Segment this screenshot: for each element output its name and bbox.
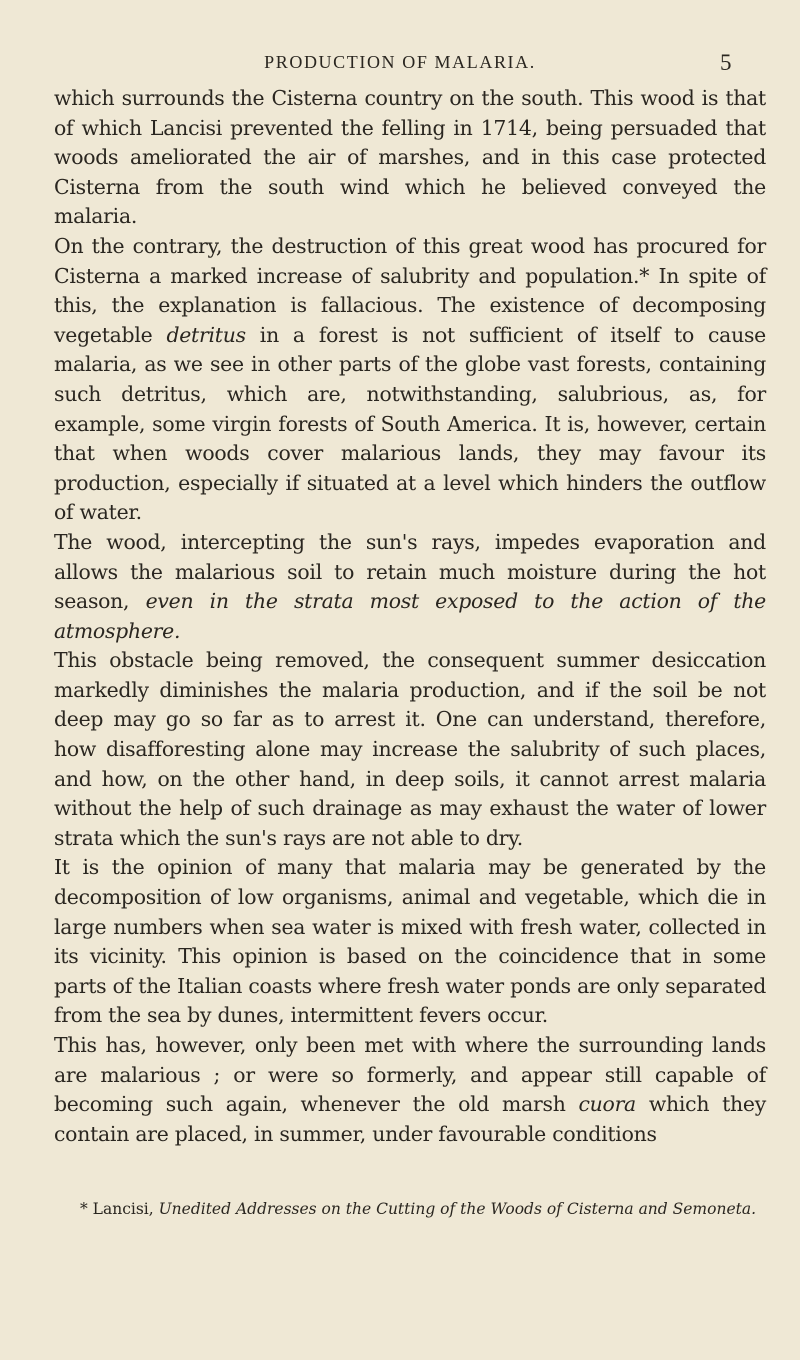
footnote [54,1199,766,1220]
paragraph [54,84,766,232]
text-run: which surrounds the Cisterna country on the south. This wood is that of which Lancisi prevented the felling in 1714, being persuaded that woods ameliorated the air of marshes, and in this case protected Cisterna from the south wind which he believed conveyed the malaria. [54,86,766,229]
paragraph [54,646,766,853]
text-run: The wood, intercepting the sun's rays, impedes evaporation and allows the malarious soil to retain much moisture during the hot season, [54,529,766,614]
paragraph [54,232,766,528]
running-head: PRODUCTION OF MALARIA. [264,52,536,72]
text-run: It is the opinion of many that malaria may be generated by the decomposition of low organisms, animal and vegetable, which die in large numbers when sea water is mixed with fresh water, collected in its vicinity. This opinion is based on the coincidence that in some parts of the Italian coasts where fresh water ponds are only separated from the sea by dunes, intermittent fevers occur. [54,855,766,1028]
italic-run: even in the strata most exposed to the action of the atmosphere. [54,589,766,643]
text-run: in a forest is not sufficient of itself to cause malaria, as we see in other parts of the globe vast forests, containing such detritus, which are, notwithstanding, salubrious, as, for example, some virgin forests of South America. It is, however, certain that when woods cover malarious lands, they may favour its production, especially if situated at a level which hinders the outflow of water. [54,322,766,525]
text-run: which they contain are placed, in summer, under favourable conditions [54,1092,766,1146]
text-run: This obstacle being removed, the consequent summer desiccation markedly diminishes the malaria production, and if the soil be not deep may go so far as to arrest it. One can understand, therefore, how disafforesting alone may increase the salubrity of such places, and how, on the other hand, in deep soils, it cannot arrest malaria without the help of such drainage as may exhaust the water of lower strata which the sun's rays are not able to dry. [54,648,766,850]
footnote-title: Unedited Addresses on the Cutting of the Woods of Cisterna and Semoneta. [158,1200,757,1218]
text-run: This has, however, only been met with where the surrounding lands are malarious ; or were so formerly, and appear still capable of becoming such again, whenever the old marsh [54,1033,766,1117]
paragraph [54,853,766,1031]
paragraph [54,1031,766,1149]
body-text [54,84,766,1149]
page-number: 5 [720,50,732,75]
footnote-marker: * Lancisi, [80,1200,159,1218]
paragraph [54,528,766,646]
italic-run: cuora [578,1092,636,1117]
italic-run: detritus [166,322,246,347]
text-run: On the contrary, the destruction of this great wood has procured for Cisterna a marked increase of salubrity and population.* In spite of this, the explanation is fallacious. The existence of decomposing vegetable [54,233,766,347]
